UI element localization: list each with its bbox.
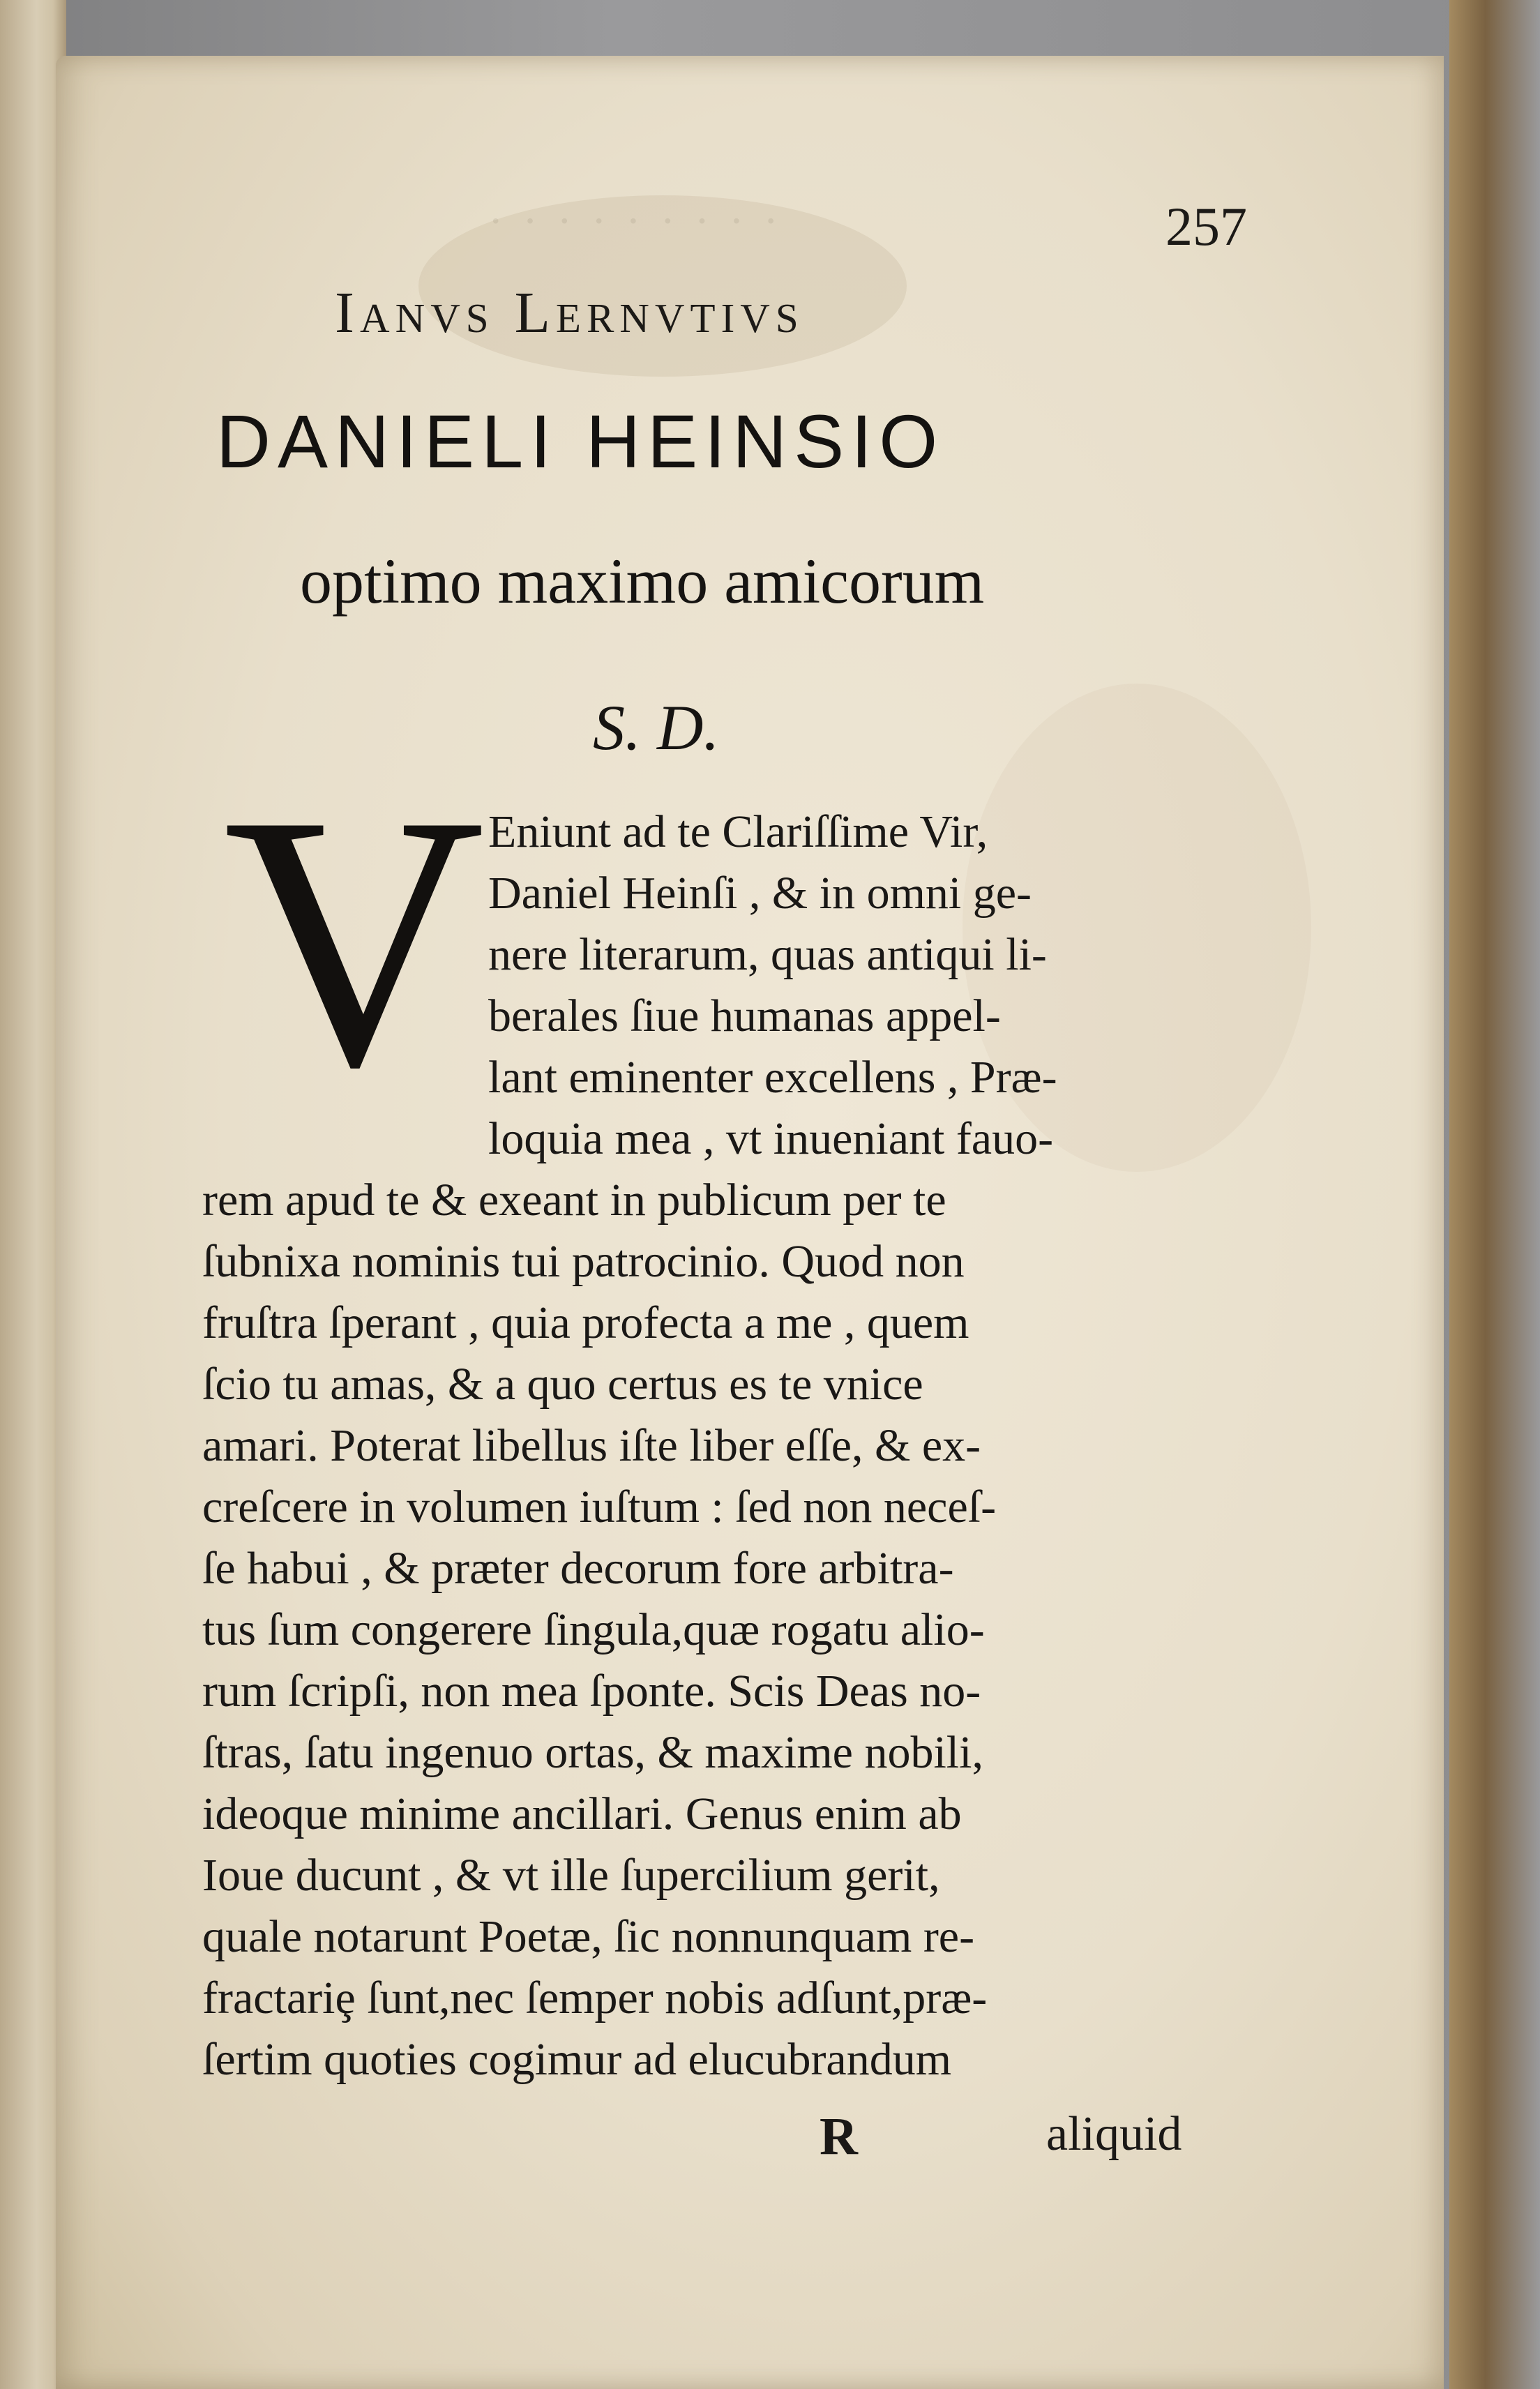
text-line: amari. Poterat libellus iſte liber eſſe, & ex- bbox=[202, 1420, 981, 1471]
signature-mark: R bbox=[820, 2107, 858, 2166]
text-line: fractariȩ ſunt,nec ſemper nobis adſunt,præ- bbox=[202, 1973, 988, 2024]
text-line: berales ſiue humanas appel- bbox=[488, 990, 1001, 1041]
book-edge bbox=[1449, 0, 1540, 2389]
text-line: ſtras, ſatu ingenuo ortas, & maxime nobili, bbox=[202, 1727, 983, 1778]
text-line: fruſtra ſperant , quia profecta a me , quem bbox=[202, 1297, 969, 1348]
text-line: ideoque minime ancillari. Genus enim ab bbox=[202, 1788, 962, 1839]
text-line: quale notarunt Poetæ, ſic nonnunquam re- bbox=[202, 1911, 975, 1962]
text-line: ſertim quoties cogimur ad elucubrandum bbox=[202, 2034, 952, 2085]
text-line: nere literarum, quas antiqui li- bbox=[488, 929, 1047, 980]
text-line: Daniel Heinſi , & in omni ge- bbox=[488, 868, 1032, 919]
dedicatee-heading: DANIELI HEINSIO bbox=[216, 399, 945, 483]
text-line: ſubnixa nominis tui patrocinio. Quod non bbox=[202, 1236, 965, 1287]
text-line: ſe habui , & præter decorum fore arbitra- bbox=[202, 1543, 954, 1594]
text-line: Ioue ducunt , & vt ille ſupercilium gerit, bbox=[202, 1850, 940, 1901]
text-line: loquia mea , vt inueniant fauo- bbox=[488, 1113, 1054, 1164]
dedication-subheading: optimo maximo amicorum bbox=[300, 545, 985, 617]
drop-cap: V bbox=[223, 741, 485, 1142]
salutation: S. D. bbox=[593, 692, 720, 763]
text-line: creſcere in volumen iuſtum : ſed non neceſ- bbox=[202, 1482, 997, 1532]
text-line: rem apud te & exeant in publicum per te bbox=[202, 1175, 946, 1226]
text-line: lant eminenter excellens , Præ- bbox=[488, 1052, 1057, 1103]
text-line: tus ſum congerere ſingula,quæ rogatu alio- bbox=[202, 1604, 985, 1655]
show-through-text: · · · · · · · · · bbox=[488, 196, 783, 246]
text-line: ſcio tu amas, & a quo certus es te vnice bbox=[202, 1359, 923, 1410]
text-line: rum ſcripſi, non mea ſponte. Scis Deas no- bbox=[202, 1666, 981, 1717]
author-heading: Ianvs Lernvtivs bbox=[335, 280, 804, 345]
text-line: Eniunt ad te Clariſſime Vir, bbox=[488, 806, 988, 857]
page-number: 257 bbox=[1165, 196, 1247, 257]
catchword: aliquid bbox=[1046, 2107, 1182, 2161]
